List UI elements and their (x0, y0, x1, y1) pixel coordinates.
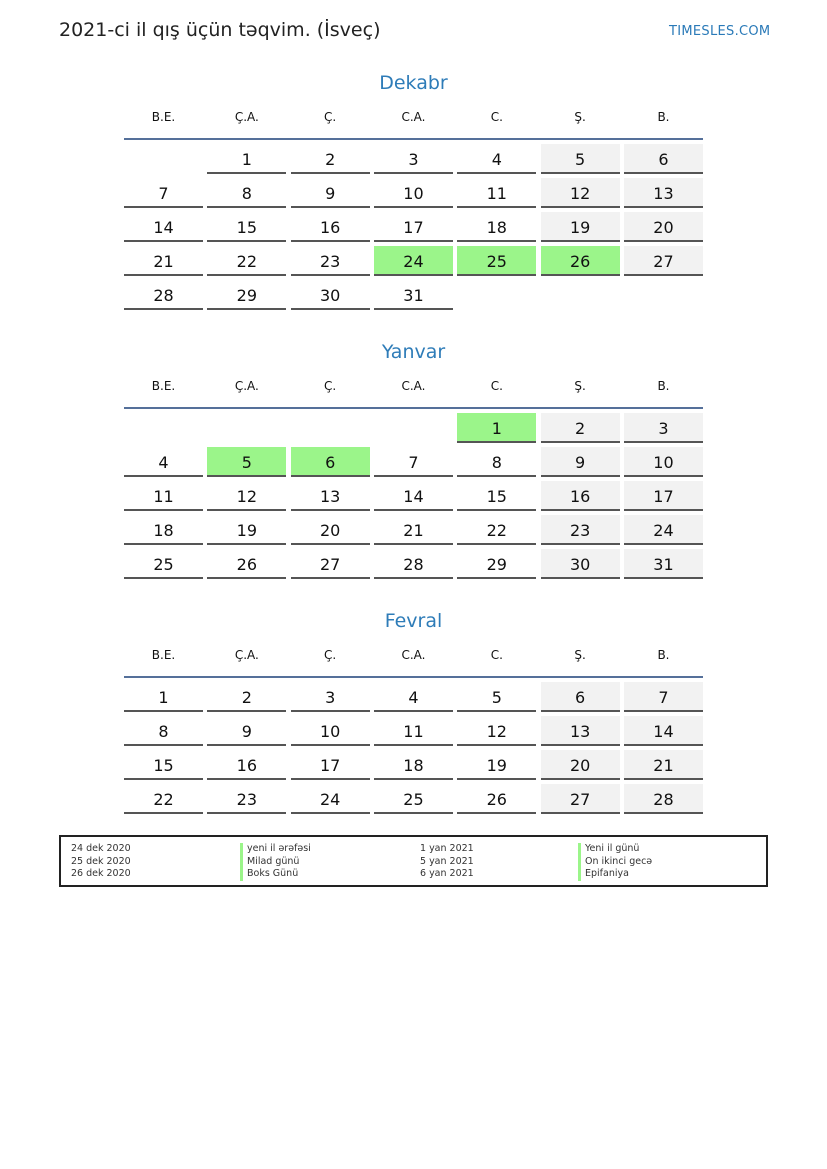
legend-holiday-name: yeni il ərəfəsi (240, 843, 311, 856)
day-cell: 17 (624, 481, 703, 511)
day-cell: 26 (541, 246, 620, 276)
day-cell: 30 (541, 549, 620, 579)
empty-cell (124, 144, 203, 174)
day-cell: 2 (541, 413, 620, 443)
day-cell: 31 (624, 549, 703, 579)
page-title: 2021-ci il qış üçün təqvim. (İsveç) (59, 19, 381, 41)
month-yanvar (124, 339, 703, 579)
day-cell: 18 (457, 212, 536, 242)
day-cell: 13 (624, 178, 703, 208)
empty-cell (374, 413, 453, 443)
day-cell: 4 (457, 144, 536, 174)
day-grid (124, 413, 703, 579)
day-cell: 17 (374, 212, 453, 242)
day-cell: 11 (374, 716, 453, 746)
day-cell: 26 (457, 784, 536, 814)
day-cell: 14 (374, 481, 453, 511)
day-cell: 1 (124, 682, 203, 712)
weekday-label: Ç. (324, 110, 337, 124)
month-title: Yanvar (381, 341, 446, 363)
day-cell: 10 (291, 716, 370, 746)
weekday-label: Ç. (324, 648, 337, 662)
weekday-label: Ç. (324, 379, 337, 393)
day-cell: 9 (207, 716, 286, 746)
day-grid (124, 144, 703, 310)
legend-holiday-name: Epifaniya (578, 868, 652, 881)
weekday-label: C.A. (401, 648, 426, 662)
day-cell: 24 (624, 515, 703, 545)
day-cell: 12 (207, 481, 286, 511)
month-title: Dekabr (379, 72, 448, 94)
day-cell: 9 (541, 447, 620, 477)
day-cell: 29 (457, 549, 536, 579)
day-cell: 20 (624, 212, 703, 242)
legend-names-right (578, 843, 652, 881)
day-cell: 15 (207, 212, 286, 242)
empty-cell (291, 413, 370, 443)
legend-date: 6 yan 2021 (420, 868, 474, 879)
day-cell: 28 (624, 784, 703, 814)
legend-date: 5 yan 2021 (420, 855, 474, 867)
day-cell: 1 (207, 144, 286, 174)
day-cell: 12 (457, 716, 536, 746)
day-cell: 6 (541, 682, 620, 712)
weekday-label: C. (490, 379, 503, 393)
day-cell: 7 (124, 178, 203, 208)
weekday-label: B. (657, 648, 670, 662)
site-link[interactable]: TIMESLES.COM (669, 24, 771, 39)
day-cell: 28 (374, 549, 453, 579)
day-grid (124, 682, 703, 814)
day-cell: 8 (124, 716, 203, 746)
weekday-header (124, 106, 703, 140)
day-cell: 20 (291, 515, 370, 545)
day-cell: 4 (124, 447, 203, 477)
weekday-label: C. (490, 648, 503, 662)
day-cell: 6 (624, 144, 703, 174)
weekday-header (124, 644, 703, 678)
day-cell: 8 (457, 447, 536, 477)
day-cell: 27 (624, 246, 703, 276)
weekday-label: B. (657, 379, 670, 393)
legend-date: 25 dek 2020 (71, 855, 131, 867)
day-cell: 11 (457, 178, 536, 208)
day-cell: 19 (207, 515, 286, 545)
day-cell: 16 (291, 212, 370, 242)
holiday-legend (59, 835, 768, 887)
day-cell: 31 (374, 280, 453, 310)
weekday-label: C.A. (401, 379, 426, 393)
day-cell: 22 (124, 784, 203, 814)
day-cell: 23 (291, 246, 370, 276)
day-cell: 5 (541, 144, 620, 174)
day-cell: 20 (541, 750, 620, 780)
day-cell: 3 (374, 144, 453, 174)
day-cell: 10 (624, 447, 703, 477)
day-cell: 7 (624, 682, 703, 712)
day-cell: 25 (374, 784, 453, 814)
day-cell: 13 (291, 481, 370, 511)
day-cell: 26 (207, 549, 286, 579)
day-cell: 2 (291, 144, 370, 174)
weekday-label: C. (490, 110, 503, 124)
day-cell: 21 (374, 515, 453, 545)
day-cell: 14 (124, 212, 203, 242)
day-cell: 8 (207, 178, 286, 208)
weekday-label: B. (657, 110, 670, 124)
day-cell: 14 (624, 716, 703, 746)
month-dekabr (124, 70, 703, 310)
day-cell: 6 (291, 447, 370, 477)
day-cell: 30 (291, 280, 370, 310)
weekday-header (124, 375, 703, 409)
day-cell: 13 (541, 716, 620, 746)
day-cell: 17 (291, 750, 370, 780)
day-cell: 9 (291, 178, 370, 208)
day-cell: 28 (124, 280, 203, 310)
month-fevral (124, 608, 703, 814)
day-cell: 27 (291, 549, 370, 579)
day-cell: 22 (457, 515, 536, 545)
weekday-label: Ç.A. (234, 110, 259, 124)
day-cell: 27 (541, 784, 620, 814)
day-cell: 23 (541, 515, 620, 545)
weekday-label: B.E. (151, 379, 176, 393)
month-title: Fevral (384, 610, 443, 632)
day-cell: 25 (124, 549, 203, 579)
day-cell: 5 (457, 682, 536, 712)
day-cell: 10 (374, 178, 453, 208)
day-cell: 19 (541, 212, 620, 242)
weekday-label: Ş. (574, 379, 586, 393)
legend-dates-right (420, 843, 474, 881)
day-cell: 25 (457, 246, 536, 276)
day-cell: 3 (624, 413, 703, 443)
weekday-label: Ç.A. (234, 648, 259, 662)
weekday-label: B.E. (151, 110, 176, 124)
day-cell: 18 (374, 750, 453, 780)
weekday-label: C.A. (401, 110, 426, 124)
day-cell: 3 (291, 682, 370, 712)
legend-dates-left (71, 843, 131, 881)
day-cell: 22 (207, 246, 286, 276)
day-cell: 24 (291, 784, 370, 814)
legend-holiday-name: On ikinci gecə (578, 856, 652, 869)
day-cell: 4 (374, 682, 453, 712)
weekday-label: Ş. (574, 648, 586, 662)
day-cell: 11 (124, 481, 203, 511)
legend-holiday-name: Milad günü (240, 856, 311, 869)
legend-date: 26 dek 2020 (71, 868, 131, 879)
day-cell: 19 (457, 750, 536, 780)
day-cell: 18 (124, 515, 203, 545)
legend-date: 1 yan 2021 (420, 843, 474, 854)
day-cell: 15 (124, 750, 203, 780)
day-cell: 21 (624, 750, 703, 780)
day-cell: 23 (207, 784, 286, 814)
empty-cell (207, 413, 286, 443)
weekday-label: Ş. (574, 110, 586, 124)
weekday-label: Ç.A. (234, 379, 259, 393)
day-cell: 15 (457, 481, 536, 511)
legend-holiday-name: Boks Günü (240, 868, 311, 881)
legend-date: 24 dek 2020 (71, 843, 131, 854)
day-cell: 12 (541, 178, 620, 208)
day-cell: 24 (374, 246, 453, 276)
day-cell: 7 (374, 447, 453, 477)
day-cell: 29 (207, 280, 286, 310)
weekday-label: B.E. (151, 648, 176, 662)
legend-names-left (240, 843, 311, 881)
empty-cell (124, 413, 203, 443)
day-cell: 21 (124, 246, 203, 276)
legend-holiday-name: Yeni il günü (578, 843, 652, 856)
day-cell: 5 (207, 447, 286, 477)
day-cell: 16 (207, 750, 286, 780)
day-cell: 1 (457, 413, 536, 443)
day-cell: 16 (541, 481, 620, 511)
day-cell: 2 (207, 682, 286, 712)
